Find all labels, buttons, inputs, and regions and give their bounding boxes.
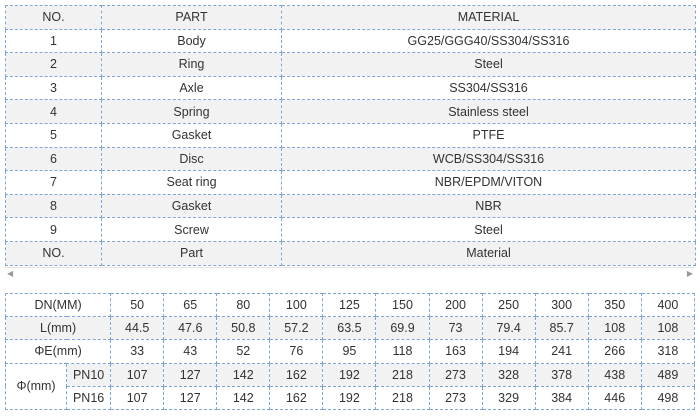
dimensions-table-body bbox=[6, 294, 695, 410]
material: SS304/SS316 bbox=[282, 76, 696, 100]
row-number: 8 bbox=[6, 194, 102, 218]
header-no: NO. bbox=[6, 6, 102, 30]
footer-part: Part bbox=[102, 241, 282, 265]
row-number: 9 bbox=[6, 218, 102, 242]
pn16-value: 218 bbox=[376, 386, 429, 409]
dn-value: 250 bbox=[482, 294, 535, 317]
pn16-value: 498 bbox=[641, 386, 694, 409]
part-name: Axle bbox=[102, 76, 282, 100]
horizontal-scrollbar[interactable] bbox=[5, 267, 695, 280]
pn10-value: 273 bbox=[429, 363, 482, 386]
l-value: 47.6 bbox=[164, 317, 217, 340]
dn-label: DN(MM) bbox=[6, 294, 111, 317]
l-value: 85.7 bbox=[535, 317, 588, 340]
footer-material: Material bbox=[282, 241, 696, 265]
part-name: Seat ring bbox=[102, 171, 282, 195]
phi-e-value: 33 bbox=[111, 340, 164, 363]
row-number: 3 bbox=[6, 76, 102, 100]
phi-e-row bbox=[6, 340, 695, 363]
row-number: 2 bbox=[6, 53, 102, 77]
pn10-value: 489 bbox=[641, 363, 694, 386]
phi-e-value: 241 bbox=[535, 340, 588, 363]
phi-e-value: 194 bbox=[482, 340, 535, 363]
part-name: Gasket bbox=[102, 194, 282, 218]
material: GG25/GGG40/SS304/SS316 bbox=[282, 29, 696, 53]
phi-e-value: 118 bbox=[376, 340, 429, 363]
l-value: 57.2 bbox=[270, 317, 323, 340]
dn-value: 150 bbox=[376, 294, 429, 317]
pn16-value: 162 bbox=[270, 386, 323, 409]
row-number: 1 bbox=[6, 29, 102, 53]
l-value: 73 bbox=[429, 317, 482, 340]
pn10-row bbox=[6, 363, 695, 386]
scroll-left-icon[interactable]: ◀ bbox=[7, 269, 14, 278]
dn-value: 400 bbox=[641, 294, 694, 317]
dn-value: 80 bbox=[217, 294, 270, 317]
header-material: MATERIAL bbox=[282, 6, 696, 30]
pn16-value: 273 bbox=[429, 386, 482, 409]
pn16-value: 142 bbox=[217, 386, 270, 409]
header-part: PART bbox=[102, 6, 282, 30]
pn16-value: 107 bbox=[111, 386, 164, 409]
phi-e-label: ΦE(mm) bbox=[6, 340, 111, 363]
table-row bbox=[6, 76, 696, 100]
part-name: Spring bbox=[102, 100, 282, 124]
phi-e-value: 95 bbox=[323, 340, 376, 363]
pn16-row bbox=[6, 386, 695, 409]
pn10-value: 328 bbox=[482, 363, 535, 386]
l-label: L(mm) bbox=[6, 317, 111, 340]
phi-e-value: 76 bbox=[270, 340, 323, 363]
l-value: 108 bbox=[588, 317, 641, 340]
l-value: 69.9 bbox=[376, 317, 429, 340]
pn16-value: 329 bbox=[482, 386, 535, 409]
l-value: 108 bbox=[641, 317, 694, 340]
l-value: 63.5 bbox=[323, 317, 376, 340]
material: NBR/EPDM/VITON bbox=[282, 171, 696, 195]
table-row bbox=[6, 218, 696, 242]
row-number: 7 bbox=[6, 171, 102, 195]
l-row bbox=[6, 317, 695, 340]
table-row bbox=[6, 100, 696, 124]
material: PTFE bbox=[282, 123, 696, 147]
part-name: Body bbox=[102, 29, 282, 53]
dn-value: 350 bbox=[588, 294, 641, 317]
pn10-value: 378 bbox=[535, 363, 588, 386]
material: Steel bbox=[282, 53, 696, 77]
pn10-value: 438 bbox=[588, 363, 641, 386]
part-name: Ring bbox=[102, 53, 282, 77]
material: WCB/SS304/SS316 bbox=[282, 147, 696, 171]
pn10-value: 127 bbox=[164, 363, 217, 386]
phi-e-value: 52 bbox=[217, 340, 270, 363]
pn16-value: 384 bbox=[535, 386, 588, 409]
phi-label: Φ(mm) bbox=[6, 363, 67, 409]
table-row bbox=[6, 171, 696, 195]
dn-value: 300 bbox=[535, 294, 588, 317]
dn-value: 125 bbox=[323, 294, 376, 317]
parts-table bbox=[5, 5, 696, 266]
pn10-value: 218 bbox=[376, 363, 429, 386]
parts-footer-row bbox=[6, 241, 696, 265]
pn16-label: PN16 bbox=[67, 386, 111, 409]
parts-table-body bbox=[6, 6, 696, 266]
dn-row bbox=[6, 294, 695, 317]
phi-e-value: 163 bbox=[429, 340, 482, 363]
footer-no: NO. bbox=[6, 241, 102, 265]
phi-e-value: 318 bbox=[641, 340, 694, 363]
material: Stainless steel bbox=[282, 100, 696, 124]
row-number: 5 bbox=[6, 123, 102, 147]
dn-value: 50 bbox=[111, 294, 164, 317]
pn10-label: PN10 bbox=[67, 363, 111, 386]
l-value: 79.4 bbox=[482, 317, 535, 340]
row-number: 4 bbox=[6, 100, 102, 124]
l-value: 50.8 bbox=[217, 317, 270, 340]
dn-value: 65 bbox=[164, 294, 217, 317]
pn10-value: 142 bbox=[217, 363, 270, 386]
material: NBR bbox=[282, 194, 696, 218]
phi-e-value: 43 bbox=[164, 340, 217, 363]
material: Steel bbox=[282, 218, 696, 242]
pn16-value: 127 bbox=[164, 386, 217, 409]
pn10-value: 162 bbox=[270, 363, 323, 386]
row-number: 6 bbox=[6, 147, 102, 171]
table-row bbox=[6, 53, 696, 77]
parts-header-row bbox=[6, 6, 696, 30]
part-name: Disc bbox=[102, 147, 282, 171]
scroll-right-icon[interactable]: ▶ bbox=[686, 269, 693, 278]
dn-value: 100 bbox=[270, 294, 323, 317]
phi-e-value: 266 bbox=[588, 340, 641, 363]
dimensions-table bbox=[5, 293, 695, 410]
table-row bbox=[6, 147, 696, 171]
part-name: Screw bbox=[102, 218, 282, 242]
l-value: 44.5 bbox=[111, 317, 164, 340]
part-name: Gasket bbox=[102, 123, 282, 147]
pn10-value: 107 bbox=[111, 363, 164, 386]
table-row bbox=[6, 123, 696, 147]
table-row bbox=[6, 29, 696, 53]
pn10-value: 192 bbox=[323, 363, 376, 386]
pn16-value: 192 bbox=[323, 386, 376, 409]
dn-value: 200 bbox=[429, 294, 482, 317]
pn16-value: 446 bbox=[588, 386, 641, 409]
table-row bbox=[6, 194, 696, 218]
